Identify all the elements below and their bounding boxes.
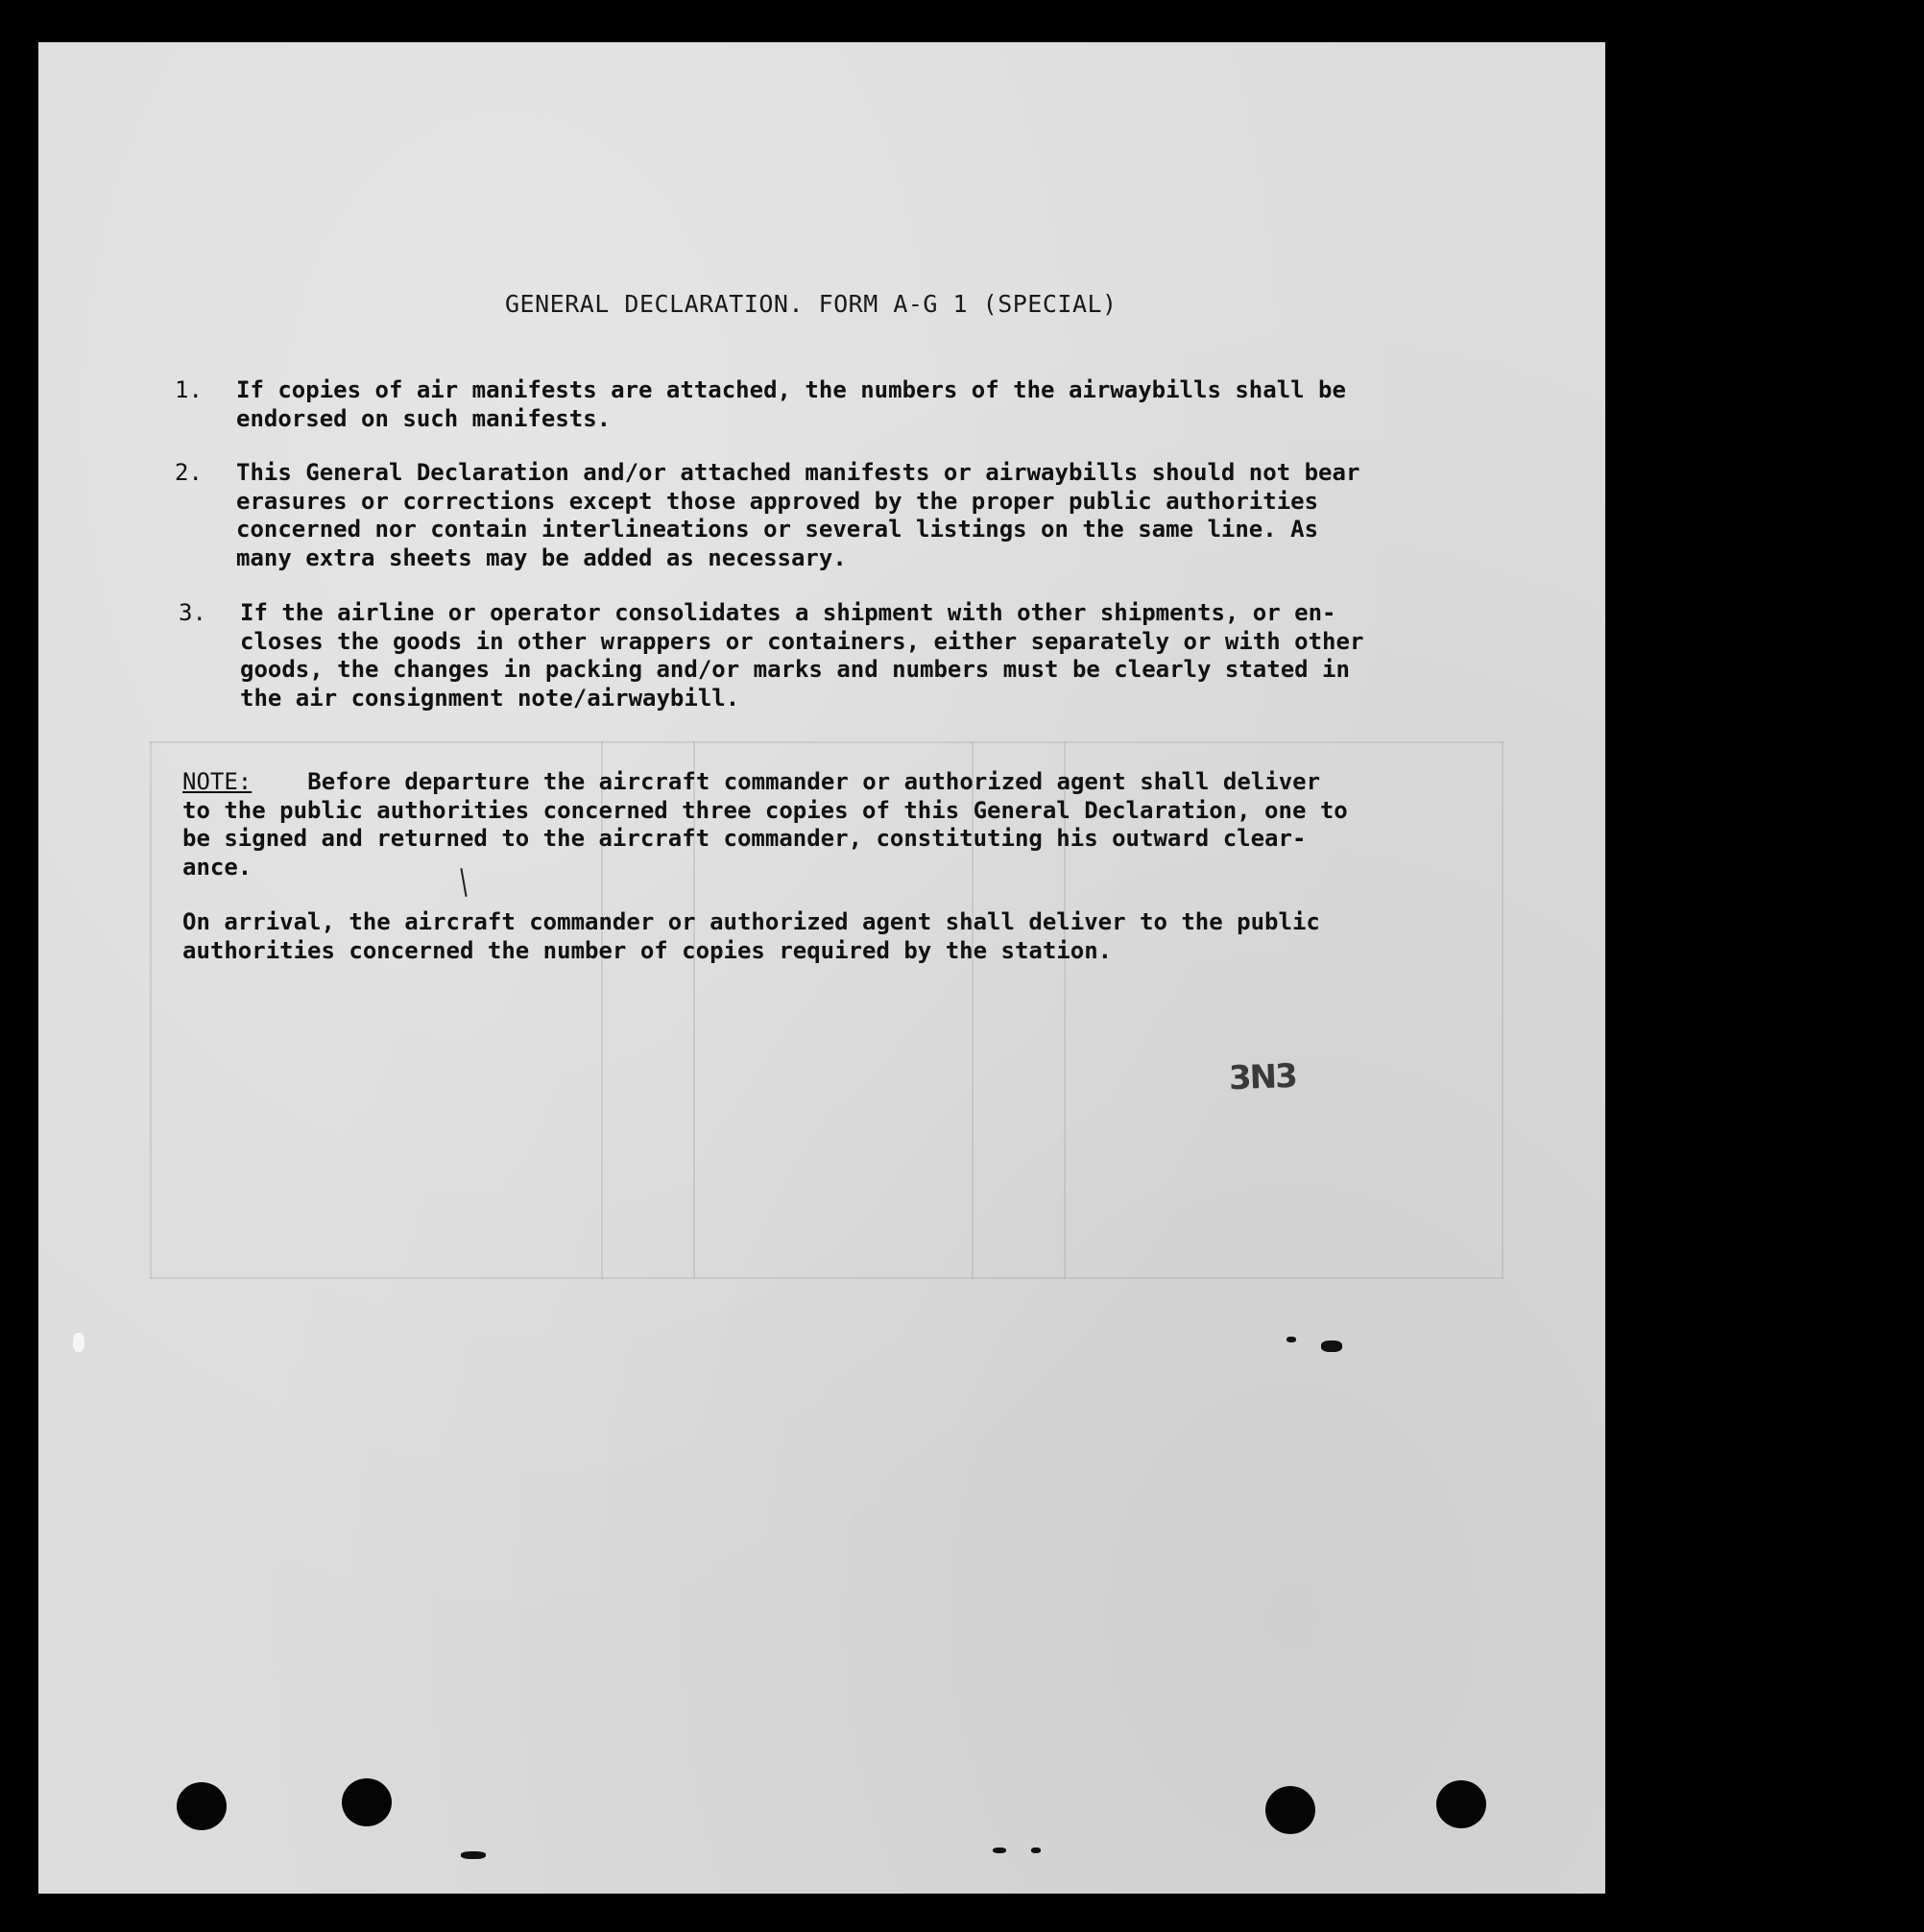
item-number: 2. <box>175 459 203 486</box>
item-text-line: goods, the changes in packing and/or marks and numbers must be clearly stated in <box>240 656 1350 683</box>
arrival-paragraph <box>182 908 1320 965</box>
show-through-line <box>1502 741 1503 1279</box>
show-through-line <box>150 741 152 1279</box>
ink-smudge <box>1321 1340 1342 1352</box>
ink-smudge <box>461 1851 486 1859</box>
punch-hole <box>1436 1780 1486 1828</box>
item-text-line: endorsed on such manifests. <box>236 404 612 432</box>
note-text-line: to the public authorities concerned three copies of this General Declaration, one to <box>182 796 1348 824</box>
show-through-line <box>150 741 1503 743</box>
note-paragraph <box>182 768 1348 881</box>
item-text-line: If the airline or operator consolidates a shipment with other shipments, or en- <box>240 599 1336 626</box>
item-text-line: closes the goods in other wrappers or containers, either separately or with other <box>240 627 1364 655</box>
stamp-mark: 3N3 <box>1228 1056 1297 1099</box>
note-text-line: be signed and returned to the aircraft commander, constituting his outward clear- <box>182 825 1307 852</box>
punch-hole <box>1265 1786 1315 1834</box>
note-text-line: ance. <box>182 853 253 881</box>
note-text-line: Before departure the aircraft commander or authorized agent shall deliver <box>307 768 1321 795</box>
document-page <box>38 42 1605 1894</box>
item-text-line: This General Declaration and/or attached manifests or airwaybills should not bear <box>236 459 1360 486</box>
ink-smudge <box>73 1333 84 1352</box>
arrival-text-line: On arrival, the aircraft commander or authorized agent shall deliver to the public <box>182 908 1320 935</box>
show-through-line <box>150 1277 1503 1279</box>
item-text-line: erasures or corrections except those approved by the proper public authorities <box>236 487 1319 515</box>
punch-hole <box>342 1778 392 1826</box>
item-text-line: concerned nor contain interlineations or several listings on the same line. As <box>236 516 1319 543</box>
item-text-line: the air consignment note/airwaybill. <box>240 684 740 712</box>
ink-smudge <box>1287 1337 1296 1342</box>
item-text-line: If copies of air manifests are attached, the numbers of the airwaybills shall be <box>236 376 1346 403</box>
note-label: NOTE: <box>182 768 253 795</box>
arrival-text-line: authorities concerned the number of copies required by the station. <box>182 936 1113 964</box>
punch-hole <box>177 1782 227 1830</box>
item-number: 1. <box>175 376 203 403</box>
ink-smudge <box>993 1847 1006 1853</box>
item-text-line: many extra sheets may be added as necessary. <box>236 543 847 571</box>
page-title: GENERAL DECLARATION. FORM A-G 1 (SPECIAL) <box>505 290 1118 318</box>
ink-smudge <box>1031 1847 1041 1853</box>
item-number: 3. <box>179 599 206 626</box>
